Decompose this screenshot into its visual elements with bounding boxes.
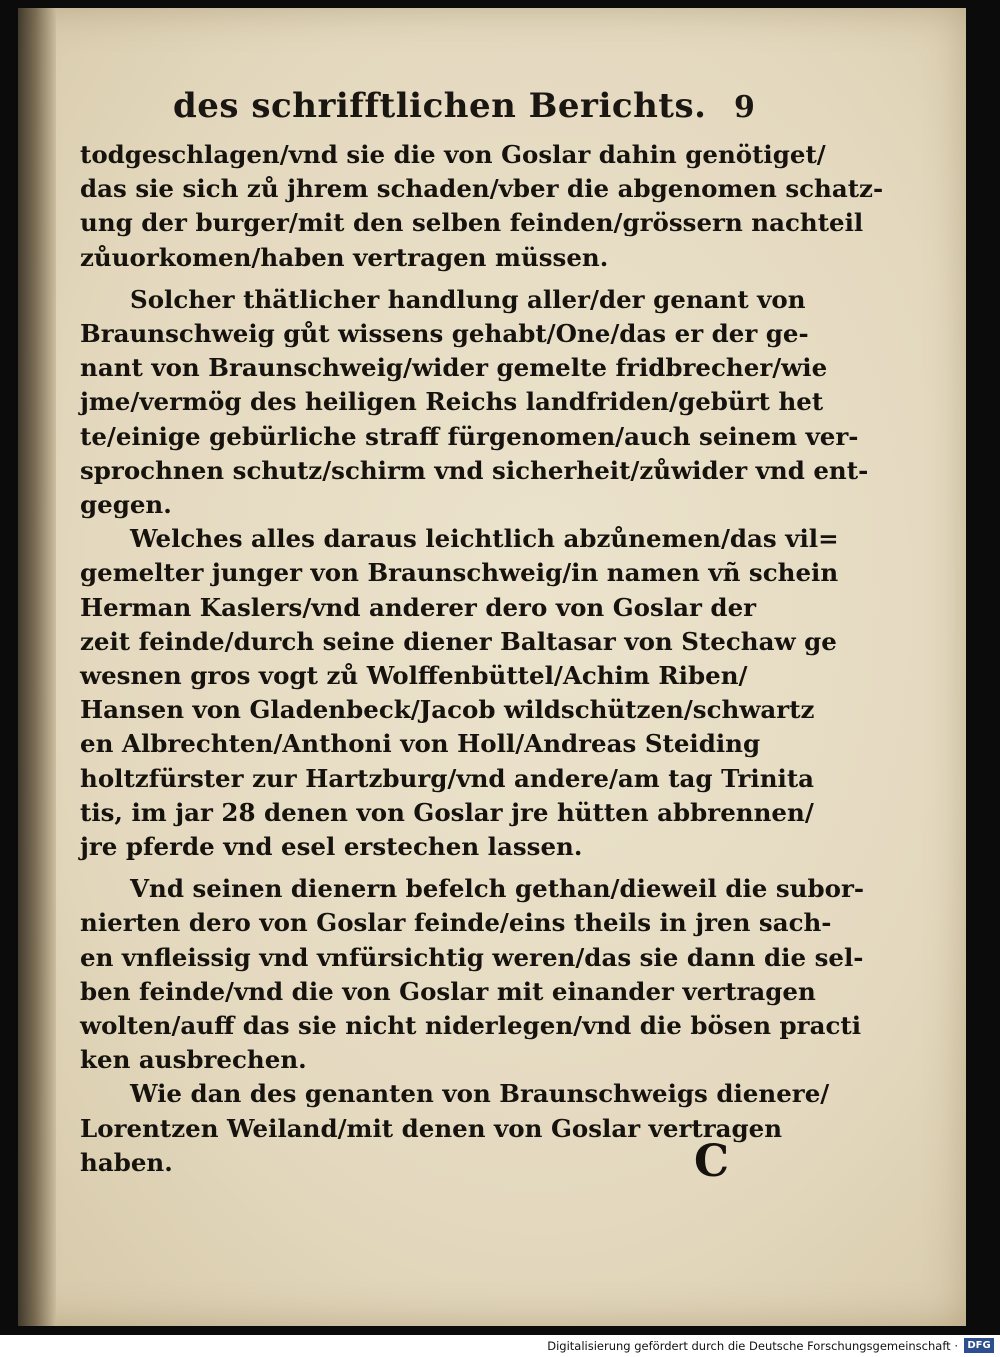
- folio-number: 9: [734, 90, 755, 125]
- text-line: Solcher thätlicher handlung aller/der genant von: [130, 284, 806, 314]
- text-line: ken ausbrechen.: [80, 1045, 307, 1075]
- text-line: wolten/auff das sie nicht niderlegen/vnd die bösen practi: [80, 1011, 862, 1041]
- text-line: zeit feinde/durch seine diener Baltasar von Stechaw ge: [80, 626, 837, 656]
- paragraph-5: [80, 1077, 830, 1180]
- text-line: zůuorkomen/haben vertragen müssen.: [80, 242, 609, 272]
- text-line: gemelter junger von Braunschweig/in namen vñ schein: [80, 558, 839, 588]
- book-page: [18, 8, 966, 1326]
- funding-credit: Digitalisierung gefördert durch die Deutsche Forschungsgemeinschaft ·: [547, 1339, 958, 1353]
- text-line: nierten dero von Goslar feinde/eins theils in jren sach‑: [80, 908, 832, 938]
- text-line: Herman Kaslers/vnd anderer dero von Goslar der: [80, 592, 757, 622]
- text-line: nant von Braunschweig/wider gemelte fridbrecher/wie: [80, 353, 828, 383]
- page-gutter: [18, 8, 56, 1326]
- text-line: ung der burger/mit den selben feinden/grössern nachteil: [80, 208, 864, 238]
- paragraph-4: [80, 872, 865, 1077]
- footer-bar: [0, 1335, 1000, 1357]
- running-head: des schrifftlichen Berichts.: [173, 86, 707, 126]
- text-line: Welches alles daraus leichtlich abzůnemen/das vil=: [130, 524, 839, 554]
- text-line: Vnd seinen dienern befelch gethan/dieweil die subor‑: [130, 874, 865, 904]
- dfg-logo: DFG: [964, 1338, 994, 1353]
- paragraph-1: [80, 138, 884, 275]
- text-line: wesnen gros vogt zů Wolffenbüttel/Achim Riben/: [80, 661, 748, 691]
- paragraph-2: [80, 283, 869, 522]
- text-line: Hansen von Gladenbeck/Jacob wildschützen/schwartz: [80, 695, 815, 725]
- text-line: ben feinde/vnd die von Goslar mit einander vertragen: [80, 976, 816, 1006]
- text-line: gegen.: [80, 490, 172, 520]
- text-line: en vnfleissig vnd vnfürsichtig weren/das sie dann die sel‑: [80, 942, 864, 972]
- text-line: haben.: [80, 1147, 173, 1177]
- text-line: te/einige gebürliche straff fürgenomen/auch seinem ver‑: [80, 421, 859, 451]
- text-line: todgeschlagen/vnd sie die von Goslar dahin genötiget/: [80, 140, 826, 169]
- text-line: Lorentzen Weiland/mit denen von Goslar vertragen: [80, 1113, 783, 1143]
- text-line: en Albrechten/Anthoni von Holl/Andreas Steiding: [80, 729, 761, 759]
- text-line: jre pferde vnd esel erstechen lassen.: [80, 832, 583, 862]
- paragraph-3: [80, 522, 839, 864]
- body-text: [80, 138, 884, 1180]
- signature-mark: C: [694, 1136, 730, 1187]
- text-line: sprochnen schutz/schirm vnd sicherheit/zůwider vnd ent‑: [80, 455, 869, 485]
- text-line: jme/vermög des heiligen Reichs landfriden/gebürt het: [80, 387, 824, 417]
- text-line: Wie dan des genanten von Braunschweigs dienere/: [130, 1079, 830, 1109]
- text-line: tis, im jar 28 denen von Goslar jre hütten abbrennen/: [80, 797, 814, 827]
- text-line: Braunschweig gůt wissens gehabt/One/das er der ge‑: [80, 319, 809, 349]
- text-line: holtzfürster zur Hartzburg/vnd andere/am tag Trinita: [80, 763, 815, 793]
- text-line: das sie sich zů jhrem schaden/vber die abgenomen schatz‑: [80, 174, 884, 204]
